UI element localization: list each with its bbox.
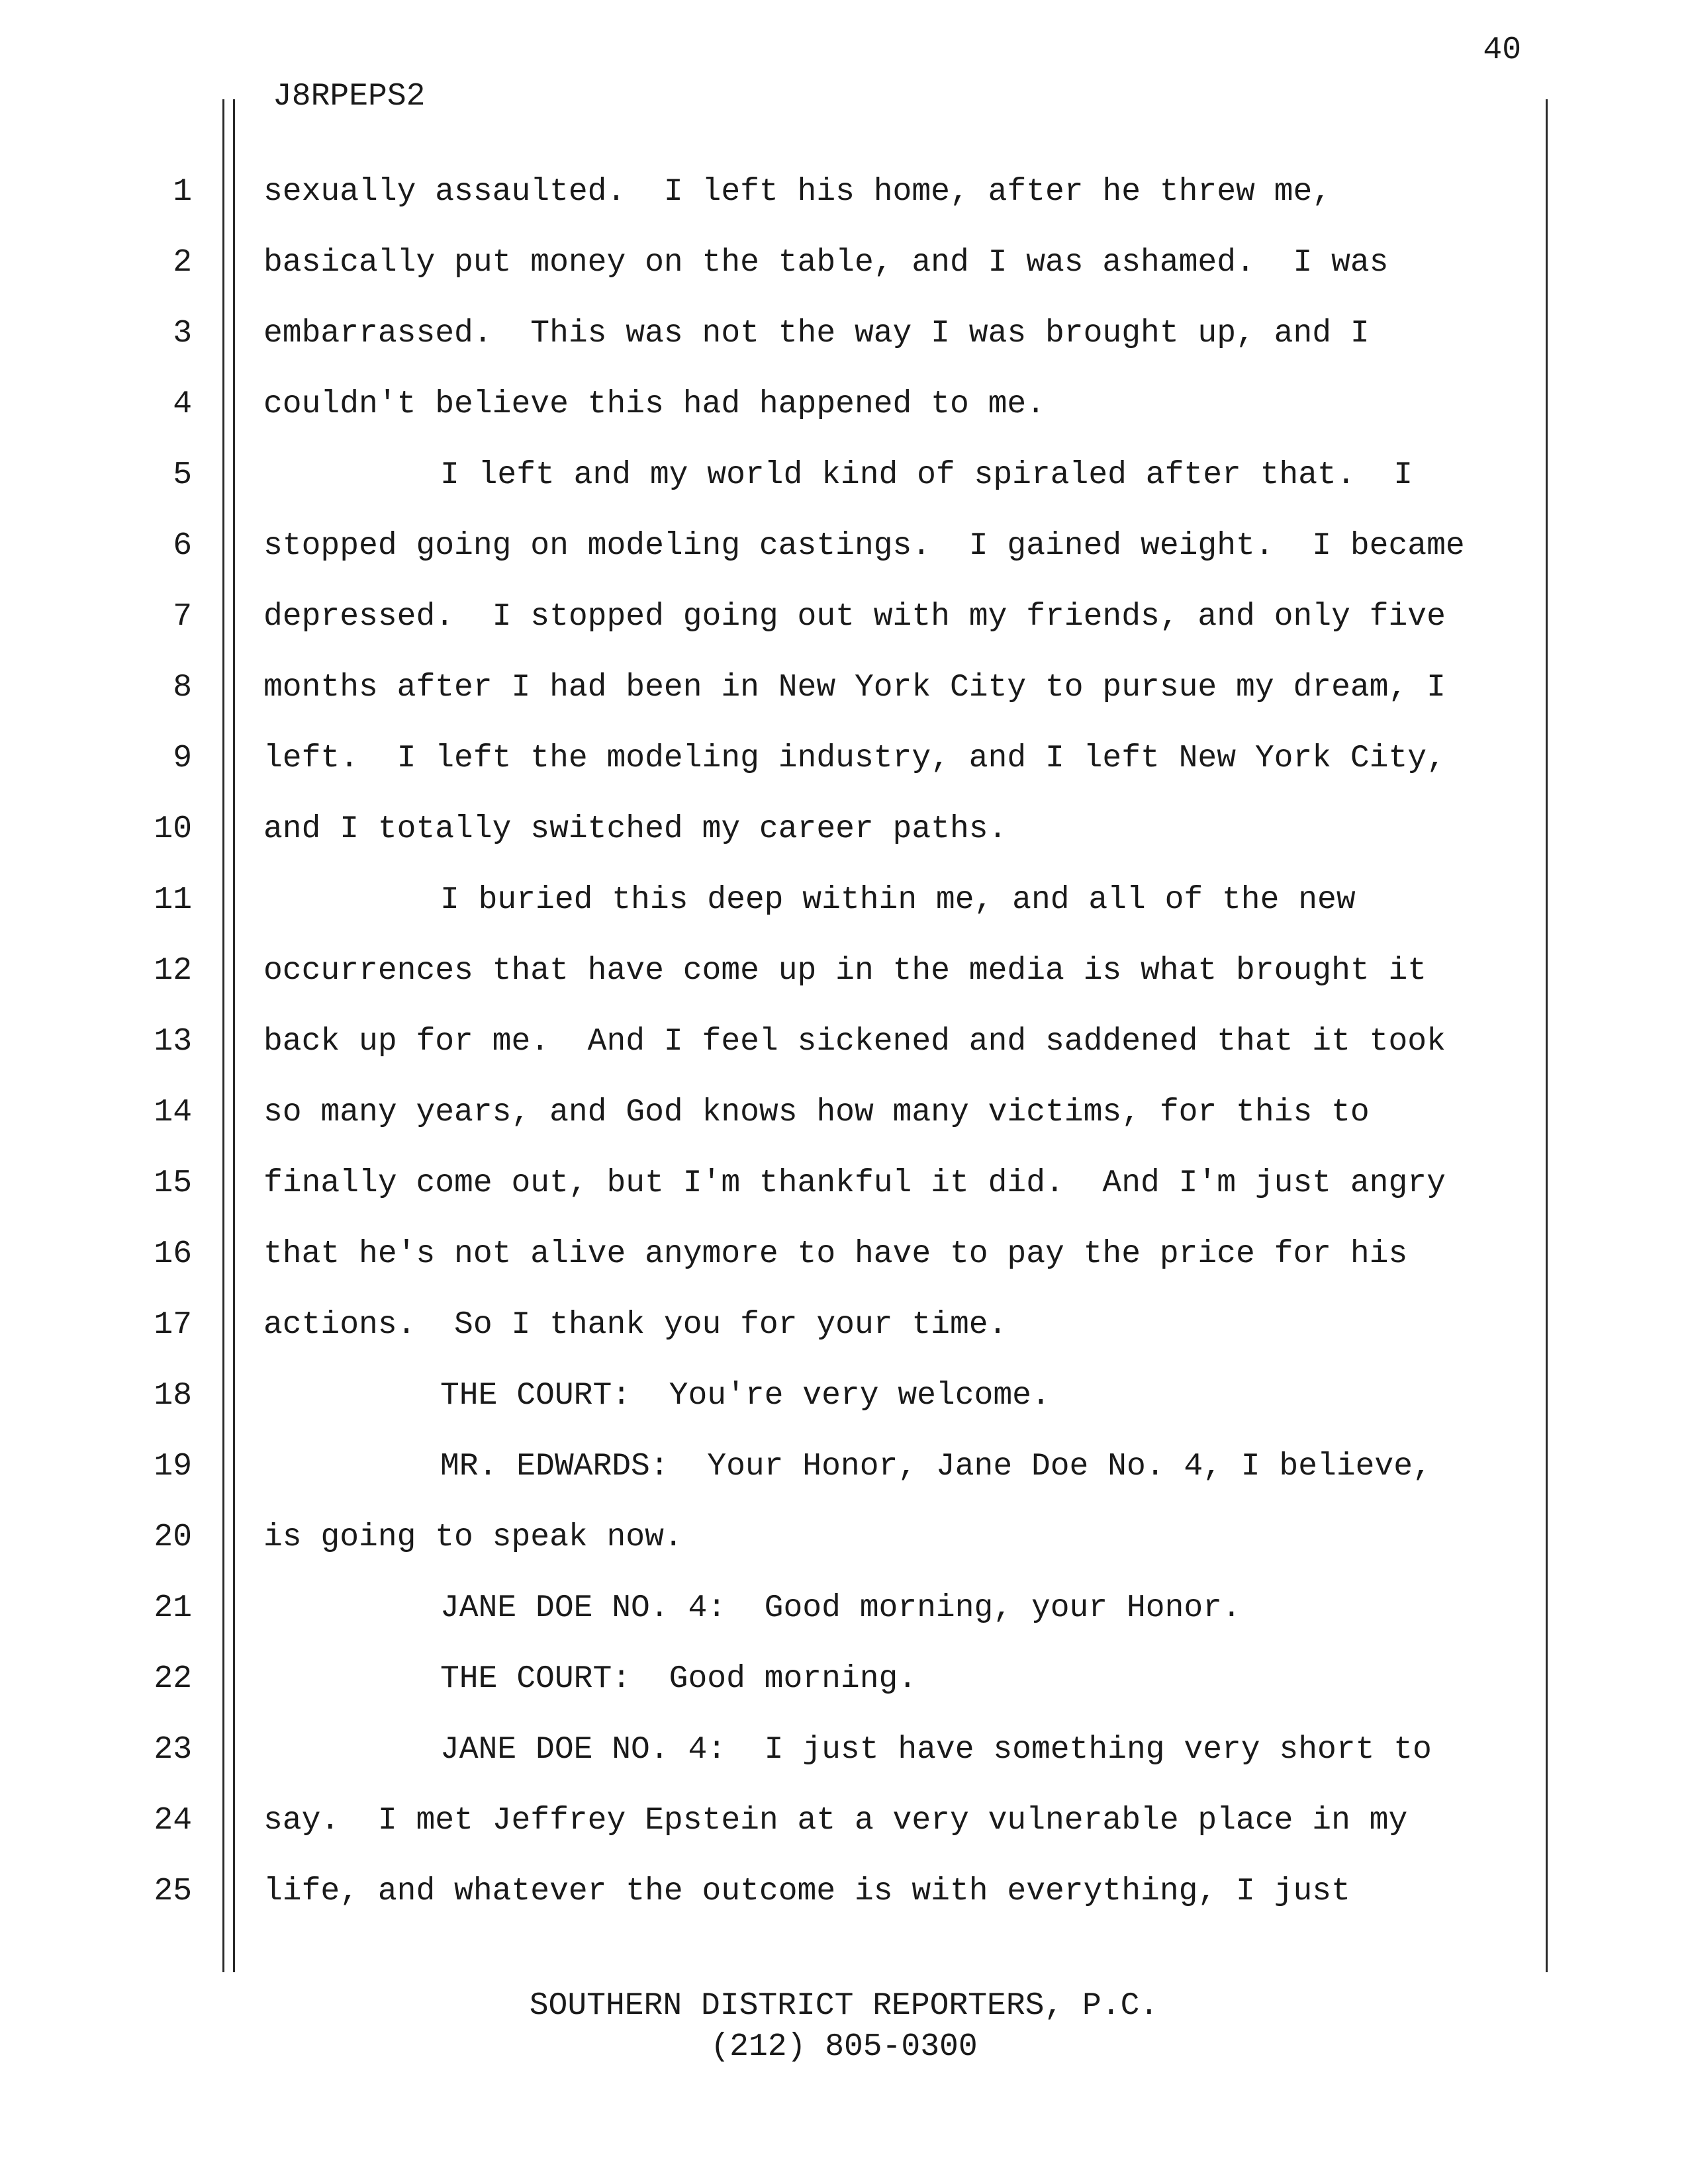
page-number: 40 [1483,32,1521,68]
line-text: stopped going on modeling castings. I gained weight. I became [263,528,1465,564]
transcript-line [0,1298,1688,1351]
line-text: THE COURT: Good morning. [440,1661,917,1697]
line-number: 11 [154,882,192,918]
line-number: 9 [173,741,192,776]
transcript-line [0,378,1688,431]
line-text: that he's not alive anymore to have to pay the price for his [263,1236,1408,1272]
line-number: 3 [173,316,192,351]
line-number: 23 [154,1732,192,1768]
line-number: 7 [173,599,192,635]
line-number: 14 [154,1095,192,1130]
line-text: couldn't believe this had happened to me. [263,387,1045,422]
line-text: depressed. I stopped going out with my friends, and only five [263,599,1446,635]
reporter-phone: (212) 805-0300 [710,2029,978,2065]
transcript-line [0,1086,1688,1139]
footer [0,1985,1688,2068]
line-text: occurrences that have come up in the media is what brought it [263,953,1427,989]
line-text: MR. EDWARDS: Your Honor, Jane Doe No. 4, I believe, [440,1449,1432,1484]
line-number: 18 [154,1378,192,1414]
transcript-line [0,1369,1688,1422]
transcript-line [0,449,1688,502]
line-text: I buried this deep within me, and all of the new [440,882,1356,918]
transcript-line [0,520,1688,572]
line-number: 16 [154,1236,192,1272]
transcript-line [0,1794,1688,1847]
transcript-line [0,1440,1688,1493]
line-number: 4 [173,387,192,422]
line-text: embarrassed. This was not the way I was brought up, and I [263,316,1370,351]
line-text: JANE DOE NO. 4: I just have something very short to [440,1732,1432,1768]
case-id: J8RPEPS2 [273,79,426,114]
line-number: 8 [173,670,192,705]
line-number: 20 [154,1520,192,1555]
line-number: 5 [173,457,192,493]
transcript-line [0,1582,1688,1635]
transcript-line [0,803,1688,856]
transcript-line [0,1228,1688,1281]
line-text: so many years, and God knows how many victims, for this to [263,1095,1370,1130]
line-number: 21 [154,1590,192,1626]
transcript-line [0,1157,1688,1210]
transcript-line [0,307,1688,360]
line-number: 24 [154,1803,192,1839]
line-number: 22 [154,1661,192,1697]
line-text: basically put money on the table, and I was ashamed. I was [263,245,1389,281]
line-text: back up for me. And I feel sickened and saddened that it took [263,1024,1446,1060]
transcript-line [0,1015,1688,1068]
line-text: finally come out, but I'm thankful it did. And I'm just angry [263,1165,1446,1201]
line-text: actions. So I thank you for your time. [263,1307,1008,1343]
line-text: say. I met Jeffrey Epstein at a very vulnerable place in my [263,1803,1408,1839]
line-text: left. I left the modeling industry, and I left New York City, [263,741,1446,776]
line-number: 10 [154,811,192,847]
line-text: THE COURT: You're very welcome. [440,1378,1051,1414]
transcript-line [0,732,1688,785]
transcript-line [0,661,1688,714]
transcript-line [0,1511,1688,1564]
transcript-line [0,1653,1688,1706]
line-number: 25 [154,1874,192,1909]
line-text: life, and whatever the outcome is with everything, I just [263,1874,1350,1909]
transcript-line [0,944,1688,997]
line-number: 13 [154,1024,192,1060]
reporter-company: SOUTHERN DISTRICT REPORTERS, P.C. [529,1988,1159,2024]
line-number: 15 [154,1165,192,1201]
transcript-line [0,165,1688,218]
line-text: is going to speak now. [263,1520,683,1555]
transcript-line [0,590,1688,643]
line-number: 6 [173,528,192,564]
line-number: 17 [154,1307,192,1343]
line-text: I left and my world kind of spiraled after that. I [440,457,1413,493]
line-number: 19 [154,1449,192,1484]
line-text: sexually assaulted. I left his home, after he threw me, [263,174,1332,210]
line-text: months after I had been in New York City to pursue my dream, I [263,670,1446,705]
transcript-line [0,1723,1688,1776]
line-number: 1 [173,174,192,210]
transcript-line [0,236,1688,289]
transcript-line [0,874,1688,927]
line-text: JANE DOE NO. 4: Good morning, your Honor. [440,1590,1241,1626]
line-number: 12 [154,953,192,989]
transcript-line [0,1865,1688,1918]
line-number: 2 [173,245,192,281]
line-text: and I totally switched my career paths. [263,811,1008,847]
